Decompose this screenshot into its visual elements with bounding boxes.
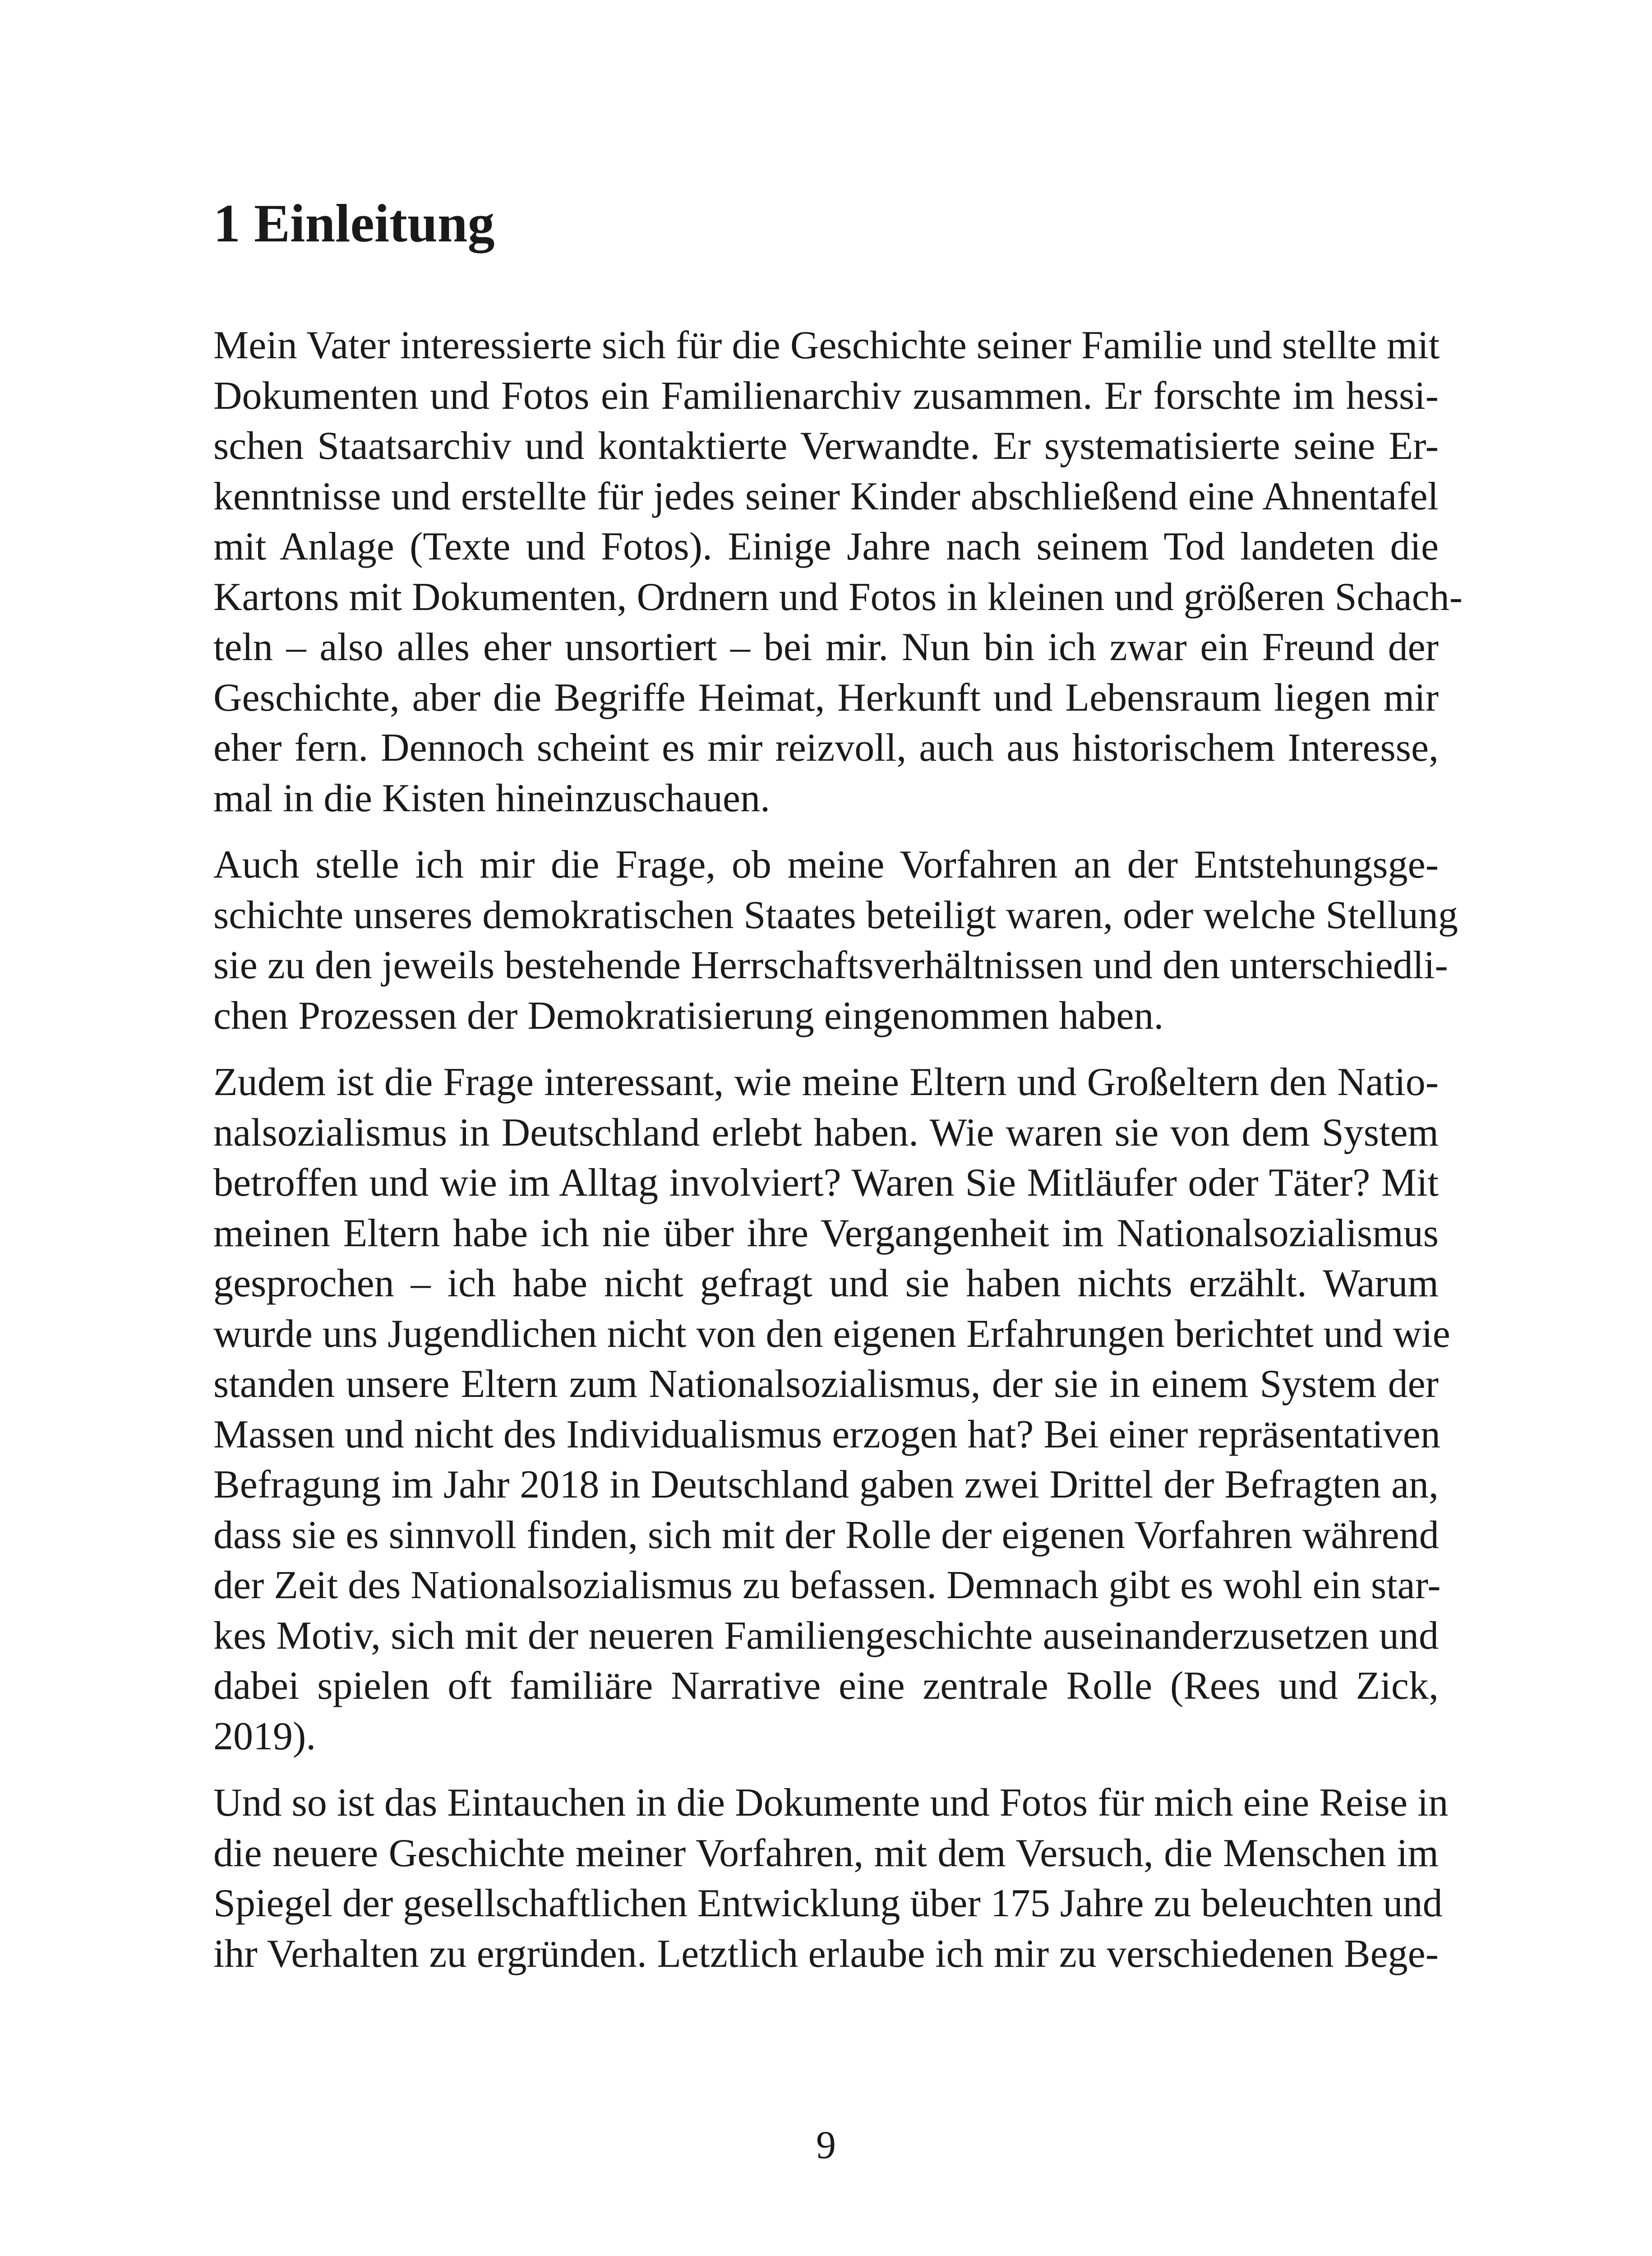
text-line: kenntnisse und erstellte für jedes seiner Kinder abschließend eine Ahnentafel [213,474,1439,518]
text-line: dass sie es sinnvoll finden, sich mit der Rolle der eigenen Vorfahren während [213,1513,1439,1557]
text-line: Kartons mit Dokumenten, Ordnern und Fotos in kleinen und größeren Schach- [213,575,1463,619]
text-line: mal in die Kisten hineinzuschauen. [213,776,771,820]
text-line: schen Staatsarchiv und kontaktierte Verwandte. Er systematisierte seine Er- [213,424,1439,468]
text-line: betroffen und wie im Alltag involviert? Waren Sie Mitläufer oder Täter? Mit [213,1161,1439,1205]
text-line: dabei spielen oft familiäre Narrative eine zentrale Rolle (Rees und Zick, [213,1664,1439,1708]
text-line: Und so ist das Eintauchen in die Dokumente und Fotos für mich eine Reise in [213,1781,1449,1825]
text-line: sie zu den jeweils bestehende Herrschaftsverhältnissen und den unterschiedli- [213,943,1448,987]
text-line: Befragung im Jahr 2018 in Deutschland gaben zwei Drittel der Befragten an, [213,1463,1439,1507]
text-line: wurde uns Jugendlichen nicht von den eigenen Erfahrungen berichtet und wie [213,1312,1450,1356]
text-line: 2019). [213,1714,316,1758]
text-line: meinen Eltern habe ich nie über ihre Vergangenheit im Nationalsozialismus [213,1211,1439,1255]
text-line: der Zeit des Nationalsozialismus zu befassen. Demnach gibt es wohl ein star- [213,1563,1441,1607]
text-line: Massen und nicht des Individualismus erzogen hat? Bei einer repräsentativen [213,1412,1440,1456]
text-line: mit Anlage (Texte und Fotos). Einige Jahre nach seinem Tod landeten die [213,525,1439,569]
paragraph [213,320,1463,823]
paragraph [213,1778,1449,1979]
paragraph [213,1057,1450,1761]
text-line: schichte unseres demokratischen Staates beteiligt waren, oder welche Stellung [213,893,1458,937]
text-line: ihr Verhalten zu ergründen. Letztlich erlaube ich mir zu verschiedenen Bege- [213,1932,1439,1976]
paragraph [213,840,1458,1041]
text-line: standen unsere Eltern zum Nationalsozialismus, der sie in einem System der [213,1362,1439,1406]
text-line: Auch stelle ich mir die Frage, ob meine Vorfahren an der Entstehungsge- [213,843,1439,887]
text-line: gesprochen – ich habe nicht gefragt und sie haben nichts erzählt. Warum [213,1262,1439,1305]
text-line: chen Prozessen der Demokratisierung eingenommen haben. [213,994,1164,1038]
text-line: nalsozialismus in Deutschland erlebt haben. Wie waren sie von dem System [213,1110,1439,1155]
text-line: Geschichte, aber die Begriffe Heimat, Herkunft und Lebensraum liegen mir [213,675,1439,720]
text-line: eher fern. Dennoch scheint es mir reizvoll, auch aus historischem Interesse, [213,726,1439,770]
text-line: kes Motiv, sich mit der neueren Familiengeschichte auseinanderzusetzen und [213,1613,1439,1658]
text-line: Mein Vater interessierte sich für die Geschichte seiner Familie und stellte mit [213,324,1440,367]
text-line: Zudem ist die Frage interessant, wie meine Eltern und Großeltern den Natio- [213,1060,1439,1104]
text-line: die neuere Geschichte meiner Vorfahren, mit dem Versuch, die Menschen im [213,1831,1439,1875]
text-line: Dokumenten und Fotos ein Familienarchiv zusammen. Er forschte im hessi- [213,374,1439,418]
body-text [213,320,1463,1995]
text-line: Spiegel der gesellschaftlichen Entwicklung über 175 Jahre zu beleuchten und [213,1882,1443,1925]
text-line: teln – also alles eher unsortiert – bei mir. Nun bin ich zwar ein Freund der [213,625,1439,669]
chapter-heading: 1 Einleitung [213,193,495,253]
page-number: 9 [816,2123,836,2167]
